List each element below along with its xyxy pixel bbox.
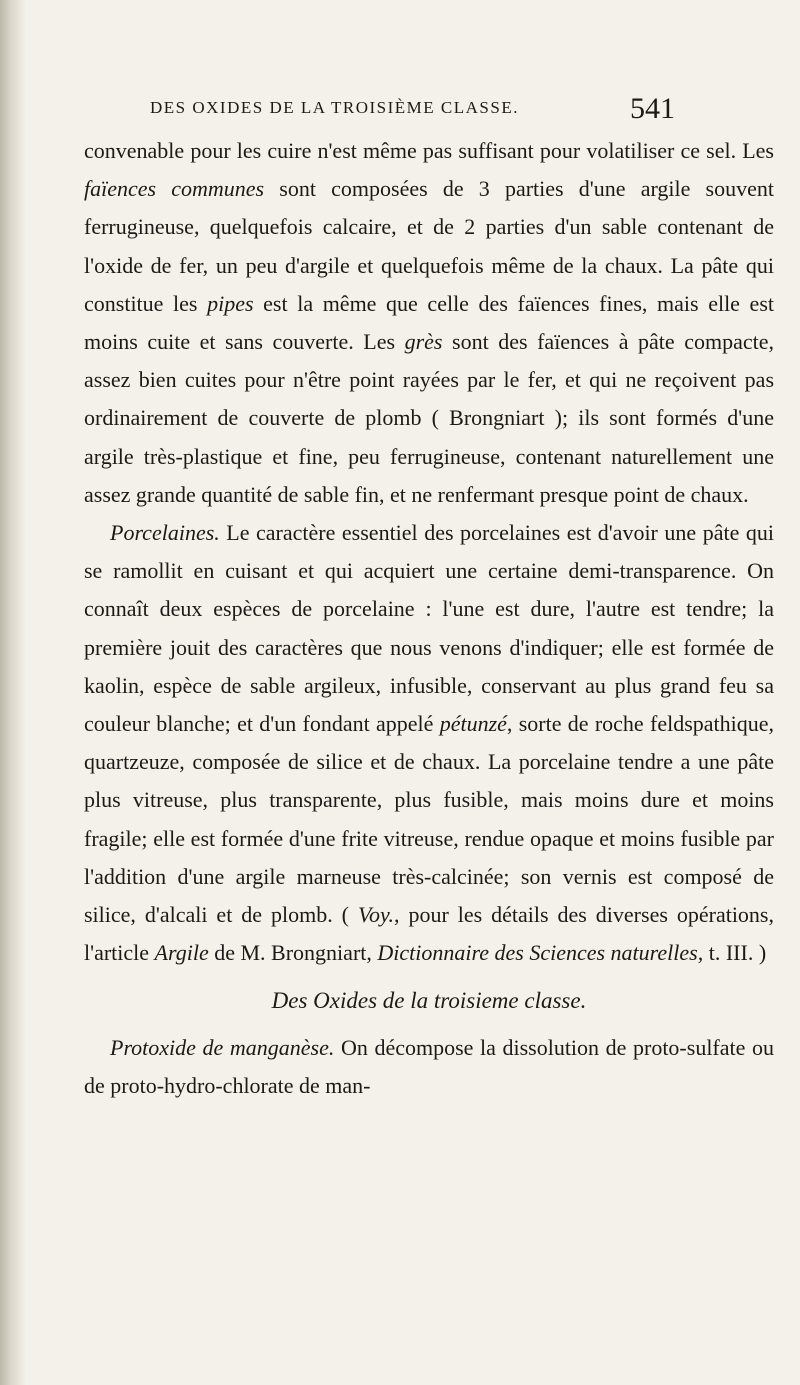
text-run: , sorte de roche feldspathique, quartzeuze, composée de silice et de chaux. La porcelaine tendre a une pâte plus vitreuse, plus transparente, plus fusible, mais moins dure et moins fragile; elle est formée d'une frite vitreuse, rendue opaque et moins fusible par l'addition d'une argile marneuse très-calcinée; son vernis est composé de silice, d'alcali et de plomb. ( [84,711,775,928]
book-spine-shadow [0,0,26,1385]
term-protoxide: Protoxide de manganèse. [110,1034,335,1060]
term-argile: Argile [154,940,209,966]
text-run: est la même que celle des faïences fines, mais elle est moins cuite et sans couverte. Les [84,290,774,355]
text-run: t. III. ) [703,940,767,966]
text-run: Le caractère essentiel des porcelaines est d'avoir une pâte qui se ramollit en cuisant et qui acquiert une certaine demi-transparence. On connaît deux espèces de porcelaine : l'une est dure, l'autre est tendre; la première jouit des caractères que nous venons d'indiquer; elle est formée de kaolin, espèce de sable argileux, infusible, conservant au plus grand feu sa couleur blanche; et d'un fondant appelé [84,520,774,737]
term-faiences-communes: faïences communes [84,176,265,202]
book-page [84,92,774,1105]
text-run: , pour les détails des diverses opérations, l'article [84,902,774,966]
running-title: DES OXIDES DE LA TROISIÈME CLASSE. [150,98,519,117]
paragraph-protoxide [84,1029,774,1105]
body-text [84,132,774,1105]
reference-dictionnaire: Dictionnaire des Sciences naturelles, [377,940,704,966]
term-pipes: pipes [207,290,254,316]
paragraph-faiences [84,132,774,514]
term-voy: Voy. [357,902,395,928]
text-run: On décompose la dissolution de proto-sulfate ou de proto-hydro-chlorate de man- [84,1034,774,1098]
text-run: sont des faïences à pâte compacte, assez bien cuites pour n'être point rayées par le fer, et qui ne reçoivent pas ordinairement de couverte de plomb ( Brongniart ); ils sont formés d'une argile très-plastique et fine, peu ferrugineuse, contenant naturellement une assez grande quantité de sable fin, et ne renfermant presque point de chaux. [84,329,774,507]
paragraph-porcelaines [84,514,774,972]
term-petunze: pétunzé [439,711,507,737]
text-run: sont composées de 3 parties d'une argile souvent ferrugineuse, quelquefois calcaire, et de 2 parties d'un sable contenant de l'oxide de fer, un peu d'argile et quelquefois même de la chaux. La pâte qui constitue les [84,176,774,316]
text-run: convenable pour les cuire n'est même pas suffisant pour volatiliser ce sel. Les [84,138,774,163]
text-run: de M. Brongniart, [208,940,378,966]
term-gres: grès [404,329,443,355]
running-head [84,92,774,132]
page-number: 541 [630,92,675,125]
term-porcelaines: Porcelaines. [110,520,220,546]
section-heading: Des Oxides de la troisieme classe. [271,988,587,1014]
